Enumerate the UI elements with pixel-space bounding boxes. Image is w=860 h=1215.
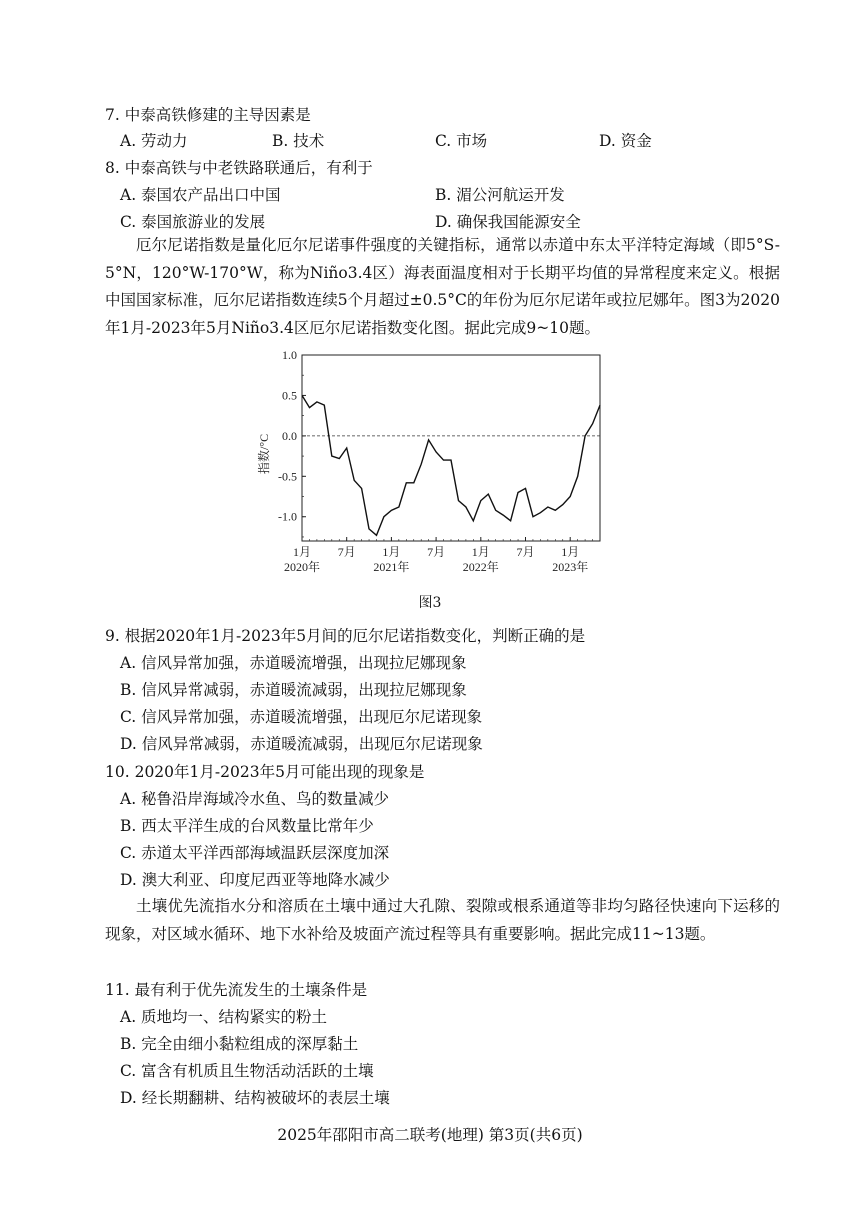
- figure-caption: 图3: [418, 595, 442, 611]
- y-tick-label: -1.0: [278, 509, 297, 524]
- q10-option-a: A. 秘鲁沿岸海域冷水鱼、鸟的数量减少: [120, 790, 390, 808]
- q10-option-b: B. 西太平洋生成的台风数量比常年少: [120, 817, 374, 835]
- x-tick-label-year: 2022年: [462, 560, 499, 574]
- chart-ticks: [256, 348, 600, 574]
- q8-option-b: B. 湄公河航运开发: [435, 186, 565, 204]
- x-tick-label-month: 1月: [292, 545, 312, 559]
- q7-stem: 7. 中泰高铁修建的主导因素是: [105, 106, 311, 124]
- el-nino-index-line: [302, 395, 600, 535]
- q11-stem: 11. 最有利于优先流发生的土壤条件是: [105, 981, 368, 999]
- passage-soil-preferential-flow: 土壤优先流指水分和溶质在土壤中通过大孔隙、裂隙或根系通道等非均匀路径快速向下运移的现象，对区域水循环、地下水补给及坡面产流过程等具有重要影响。据此完成11~13题。: [105, 897, 780, 943]
- q7-option-c: C. 市场: [435, 132, 488, 150]
- q10-option-d: D. 澳大利亚、印度尼西亚等地降水减少: [120, 871, 390, 889]
- q10-stem: 10. 2020年1月-2023年5月可能出现的现象是: [105, 763, 425, 781]
- q8-option-c: C. 泰国旅游业的发展: [120, 213, 266, 231]
- page-footer: 2025年邵阳市高二联考(地理) 第3页(共6页): [277, 1126, 583, 1144]
- q10-option-c: C. 赤道太平洋西部海域温跃层深度加深: [120, 844, 390, 862]
- x-tick-label-month: 1月: [561, 545, 580, 559]
- x-tick-label-month: 1月: [382, 545, 401, 559]
- x-tick-label-year: 2021年: [373, 560, 410, 574]
- y-axis-label: 指数/°C: [257, 433, 271, 475]
- passage-el-nino: 厄尔尼诺指数是量化厄尔尼诺事件强度的关键指标，通常以赤道中东太平洋特定海域（即5°S-5°N，120°W-170°W，称为Niño3.4区）海表面温度相对于长期平均值的异常程度来定义。根据中国国家标准，厄尔尼诺指数连续5个月超过±0.5°C的年份为厄尔尼诺年或拉尼娜年。图3为2020年1月-2023年5月Niño3.4区厄尔尼诺指数变化图。据此完成9~10题。: [105, 236, 780, 337]
- x-tick-label-year: 2023年: [552, 560, 589, 574]
- q9-option-c: C. 信风异常加强，赤道暖流增强，出现厄尔尼诺现象: [120, 708, 483, 726]
- x-tick-label-month: 7月: [337, 545, 356, 559]
- q8-stem: 8. 中泰高铁与中老铁路联通后，有利于: [105, 159, 373, 177]
- chart-series: [302, 395, 600, 535]
- el-nino-index-chart: [250, 345, 620, 585]
- q11-option-b: B. 完全由细小黏粒组成的深厚黏土: [120, 1035, 359, 1053]
- x-tick-label-month: 7月: [427, 545, 446, 559]
- q8-option-a: A. 泰国农产品出口中国: [120, 186, 281, 204]
- q7-option-b: B. 技术: [272, 132, 325, 150]
- q7-option-a: A. 劳动力: [120, 132, 188, 150]
- y-tick-label: 1.0: [282, 348, 297, 362]
- q11-option-a: A. 质地均一、结构紧实的粉土: [120, 1008, 328, 1026]
- x-tick-label-month: 7月: [516, 545, 535, 559]
- q8-option-d: D. 确保我国能源安全: [435, 213, 581, 231]
- q9-stem: 9. 根据2020年1月-2023年5月间的厄尔尼诺指数变化，判断正确的是: [105, 627, 586, 645]
- x-tick-label-month: 1月: [471, 545, 490, 559]
- q11-option-c: C. 富含有机质且生物活动活跃的土壤: [120, 1062, 374, 1080]
- q11-option-d: D. 经长期翻耕、结构被破坏的表层土壤: [120, 1089, 390, 1107]
- x-tick-label-year: 2020年: [283, 560, 321, 574]
- q9-option-a: A. 信风异常加强，赤道暖流增强，出现拉尼娜现象: [120, 654, 467, 672]
- y-tick-label: -0.5: [278, 469, 297, 484]
- q9-option-d: D. 信风异常减弱，赤道暖流减弱，出现厄尔尼诺现象: [120, 735, 483, 753]
- y-tick-label: 0.5: [282, 388, 297, 403]
- q9-option-b: B. 信风异常减弱，赤道暖流减弱，出现拉尼娜现象: [120, 681, 467, 699]
- q7-option-d: D. 资金: [599, 132, 652, 150]
- y-tick-label: 0.0: [282, 428, 297, 443]
